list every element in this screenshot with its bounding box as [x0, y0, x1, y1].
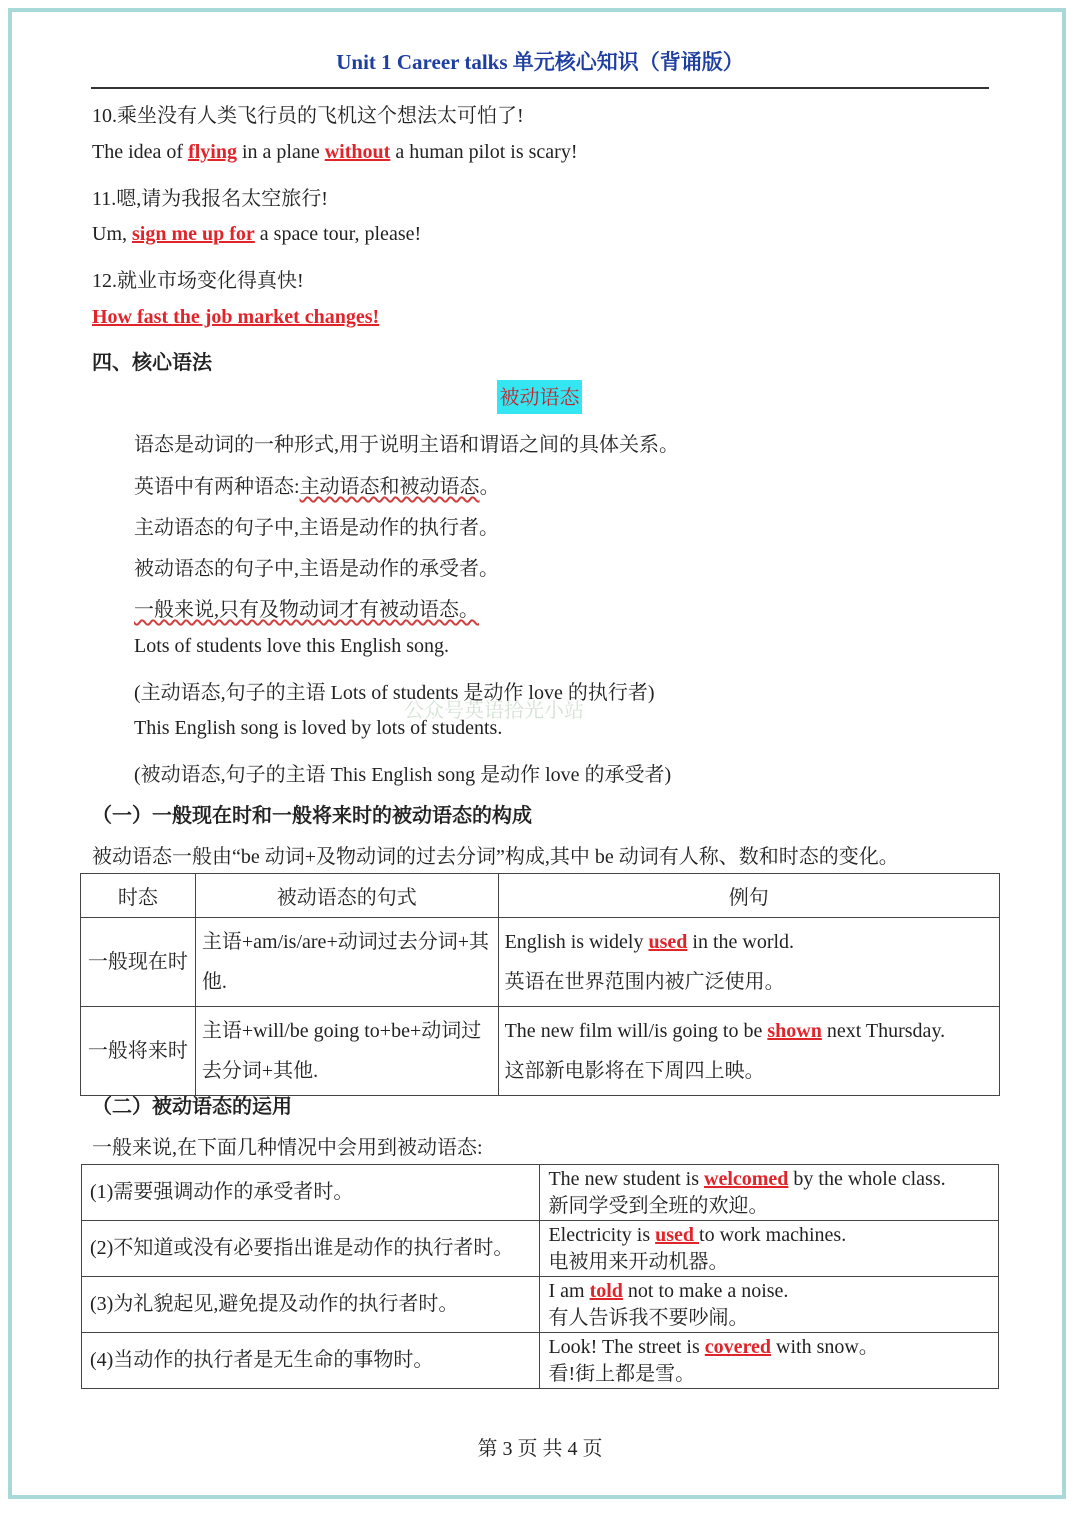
section-title-grammar: 四、核心语法 — [92, 352, 212, 374]
header-divider — [91, 87, 989, 89]
text-segment: The new film will/is going to be — [504, 1020, 768, 1042]
topic-highlight: 被动语态 — [497, 380, 582, 414]
item-12-chinese: 12.就业市场变化得真快! — [92, 270, 304, 292]
table-cell-tense: 一般现在时 — [81, 918, 196, 1007]
answer-word: covered — [704, 1335, 772, 1358]
example-chinese: 有人告诉我不要吵闹。 — [548, 1306, 749, 1329]
subsection-description: 被动语态一般由“be 动词+及物动词的过去分词”构成,其中 be 动词有人称、数和时态的变化。 — [92, 846, 899, 868]
table-cell-example — [540, 1221, 999, 1277]
table-row — [82, 1277, 999, 1333]
grammar-paragraph: 主动语态的句子中,主语是动作的执行者。 — [134, 517, 499, 539]
text-segment: a human pilot is scary! — [390, 141, 578, 163]
table-header: 被动语态的句式 — [195, 874, 498, 918]
watermark-text: 公众号英语拾光小站 — [404, 698, 584, 722]
item-11-chinese: 11.嗯,请为我报名太空旅行! — [92, 188, 328, 210]
example-english — [505, 922, 993, 962]
text-segment: by the whole class. — [788, 1167, 946, 1190]
text-segment: in a plane — [236, 141, 325, 163]
page-number: 第 3 页 共 4 页 — [477, 1438, 603, 1460]
table-row — [82, 1165, 999, 1221]
text-segment: The new student is — [548, 1167, 704, 1190]
subsection-title: （二）被动语态的运用 — [92, 1096, 292, 1118]
text-segment: The idea of — [92, 141, 189, 163]
table-cell-example — [540, 1277, 999, 1333]
table-header: 例句 — [498, 874, 999, 918]
table-header: 时态 — [81, 874, 196, 918]
text-segment: Electricity is — [548, 1223, 656, 1246]
text-segment: 。 — [479, 476, 500, 498]
table-cell-case: (4)当动作的执行者是无生命的事物时。 — [82, 1333, 540, 1389]
text-segment: next Thursday. — [821, 1020, 946, 1042]
table-cell-tense: 一般将来时 — [81, 1007, 196, 1096]
example-chinese: 看!街上都是雪。 — [548, 1362, 696, 1385]
example-sentence: Lots of students love this English song. — [134, 635, 449, 657]
answer-without: without — [324, 141, 391, 163]
table-cell-case: (3)为礼貌起见,避免提及动作的执行者时。 — [82, 1277, 540, 1333]
text-segment: 主动语态和被动语态 — [299, 476, 480, 498]
table-cell-case: (2)不知道或没有必要指出谁是动作的执行者时。 — [82, 1221, 540, 1277]
example-english — [548, 1278, 990, 1305]
text-segment: a space tour, please! — [254, 223, 422, 245]
answer-word: shown — [767, 1020, 822, 1042]
answer-word: used — [648, 931, 688, 953]
table-row — [82, 1333, 999, 1389]
text-segment: not to make a noise. — [622, 1279, 789, 1302]
grammar-paragraph: 一般来说,只有及物动词才有被动语态。 — [134, 599, 479, 621]
table-row — [81, 1007, 1000, 1096]
example-chinese: 电被用来开动机器。 — [548, 1250, 729, 1273]
text-segment: Um, — [92, 223, 132, 245]
passive-forms-table — [80, 873, 1000, 1096]
item-10-chinese: 10.乘坐没有人类飞行员的飞机这个想法太可怕了! — [92, 105, 524, 127]
table-cell-example — [498, 918, 999, 1007]
grammar-paragraph: 语态是动词的一种形式,用于说明主语和谓语之间的具体关系。 — [134, 434, 679, 456]
table-cell-form: 主语+will/be going to+be+动词过去分词+其他. — [195, 1007, 498, 1096]
item-11-english — [92, 223, 421, 246]
text-segment: in the world. — [687, 931, 795, 953]
subsection-title: （一）一般现在时和一般将来时的被动语态的构成 — [92, 805, 532, 827]
text-segment: to work machines. — [699, 1223, 847, 1246]
answer-word: welcomed — [704, 1167, 789, 1190]
example-note: (被动语态,句子的主语 This English song 是动作 love 的承受者) — [134, 764, 672, 786]
answer-word: told — [589, 1279, 623, 1302]
answer-flying: flying — [188, 141, 237, 163]
table-cell-form: 主语+am/is/are+动词过去分词+其他. — [195, 918, 498, 1007]
text-segment: I am — [548, 1279, 590, 1302]
example-chinese: 英语在世界范围内被广泛使用。 — [504, 971, 785, 993]
text-segment: Look! The street is — [548, 1335, 705, 1358]
item-12-english: How fast the job market changes! — [92, 306, 380, 328]
table-cell-example — [498, 1007, 999, 1096]
page-title: Unit 1 Career talks 单元核心知识（背诵版） — [336, 50, 744, 74]
example-english — [548, 1166, 990, 1193]
example-english — [548, 1222, 990, 1249]
item-10-english — [92, 141, 578, 164]
example-sentence: This English song is loved by lots of students. — [134, 717, 503, 739]
example-english — [505, 1011, 993, 1051]
text-segment: 英语中有两种语态: — [134, 476, 300, 498]
table-cell-case: (1)需要强调动作的承受者时。 — [82, 1165, 540, 1221]
example-chinese: 新同学受到全班的欢迎。 — [548, 1194, 769, 1217]
table-row — [81, 918, 1000, 1007]
table-cell-example — [540, 1165, 999, 1221]
example-chinese: 这部新电影将在下周四上映。 — [504, 1060, 765, 1082]
passive-usage-table — [81, 1164, 999, 1389]
example-note: (主动语态,句子的主语 Lots of students 是动作 love 的执行者) — [134, 682, 655, 704]
table-cell-example — [540, 1333, 999, 1389]
grammar-paragraph — [134, 470, 500, 499]
example-english — [548, 1334, 990, 1361]
text-segment: with snow。 — [771, 1335, 879, 1358]
answer-word: used — [655, 1223, 700, 1246]
table-header-row — [81, 874, 1000, 918]
grammar-paragraph: 被动语态的句子中,主语是动作的承受者。 — [134, 558, 499, 580]
table-row — [82, 1221, 999, 1277]
text-segment: English is widely — [504, 931, 649, 953]
subsection-description: 一般来说,在下面几种情况中会用到被动语态: — [92, 1137, 483, 1159]
answer-sign-me-up-for: sign me up for — [132, 223, 255, 245]
